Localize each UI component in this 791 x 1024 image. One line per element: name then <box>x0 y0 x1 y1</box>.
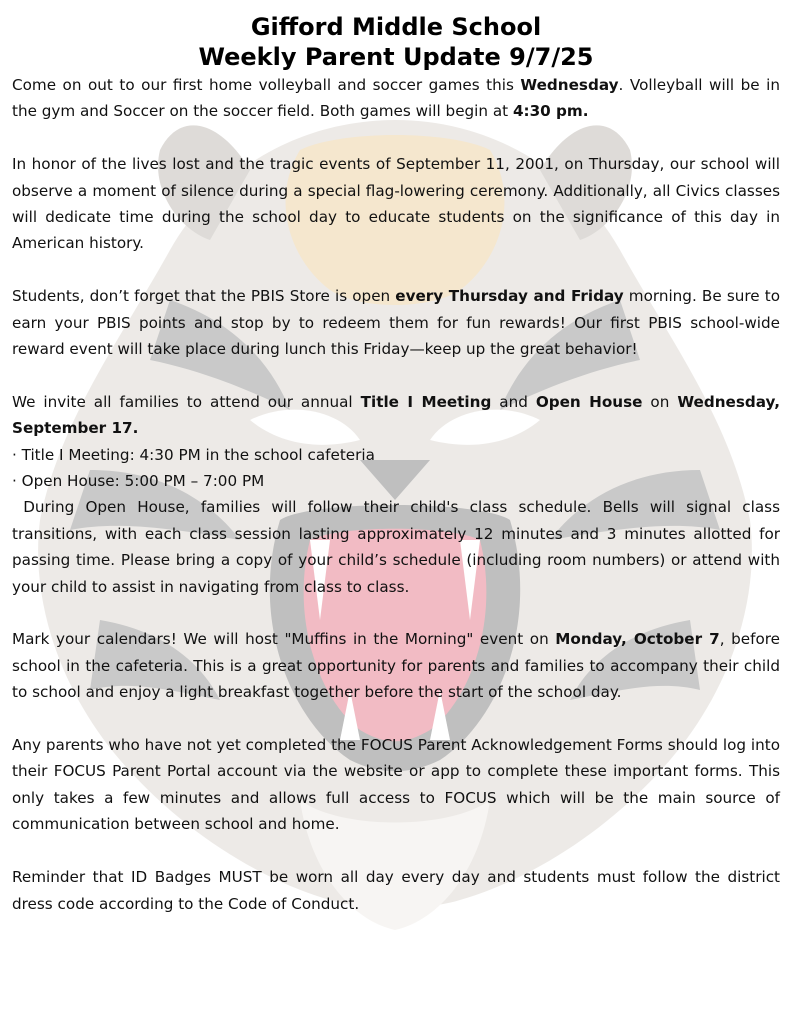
bullet-open-house: · Open House: 5:00 PM – 7:00 PM <box>12 472 265 491</box>
update-title: Weekly Parent Update 9/7/25 <box>198 43 594 71</box>
paragraph-muffins <box>12 626 780 705</box>
text-span: morning. Be sure to earn your PBIS points and stop by to redeem them for fun rewards! Our first PBIS school-wide reward event will take place during lunch this Friday—keep up the great behavior! <box>12 287 780 359</box>
text-span: Come on out to our first home volleyball and soccer games this <box>12 76 521 94</box>
paragraph-pbis <box>12 283 780 362</box>
paragraph-gap <box>12 257 780 283</box>
paragraph-gap <box>12 600 780 626</box>
paragraph-september-11: In honor of the lives lost and the tragic events of September 11, 2001, on Thursday, our school will observe a moment of silence during a special flag-lowering ceremony. Additionally, all Civics classes will dedicate time during the school day to educate students on the significance of this day in American history. <box>12 155 780 253</box>
paragraph-gap <box>12 362 780 388</box>
bold-time: 4:30 pm. <box>512 102 589 121</box>
text-span: Students, don’t forget that the PBIS Store is open <box>12 287 396 306</box>
paragraph-title-i-invite <box>12 389 780 442</box>
bold-days: every Thursday and Friday <box>395 287 624 306</box>
bold-event-date: Wednesday, September 17. <box>12 392 781 438</box>
page-title <box>12 12 780 72</box>
bullet-title-i-meeting: · Title I Meeting: 4:30 PM in the school cafeteria <box>12 445 375 464</box>
paragraph-games <box>12 72 780 125</box>
bold-day: Wednesday <box>520 76 619 94</box>
bold-open-house: Open House <box>535 392 643 411</box>
school-name: Gifford Middle School <box>250 13 542 41</box>
paragraph-focus: Any parents who have not yet completed the FOCUS Parent Acknowledgement Forms should log into their FOCUS Parent Portal account via the website or app to complete these important forms. This only takes a few minutes and allows full access to FOCUS which will be the main source of communication between school and home. <box>12 736 780 834</box>
text-span: on <box>642 392 678 411</box>
paragraph-open-house-details: During Open House, families will follow their child's class schedule. Bells will signal class transitions, with each class session lasting approximately 12 minutes and 3 minutes allotted for passing time. Please bring a copy of your child’s schedule (including room numbers) or attend with your child to assist in navigating from class to class. <box>12 498 785 596</box>
paragraph-id-badges: Reminder that ID Badges MUST be worn all day every day and students must follow the district dress code according to the Code of Conduct. <box>12 868 780 913</box>
text-span: . Volleyball will be in the gym and Soccer on the soccer field. Both games will begin at <box>12 76 780 121</box>
bold-muffins-date: Monday, October 7 <box>555 630 720 649</box>
newsletter-content <box>12 12 785 917</box>
paragraph-gap <box>12 838 780 864</box>
text-span: , before school in the cafeteria. This is a great opportunity for parents and families to accompany their child to school and enjoy a light breakfast together before the start of the school day. <box>12 630 780 702</box>
text-span: We invite all families to attend our annual <box>12 392 361 411</box>
bold-title-i-meeting: Title I Meeting <box>360 392 492 411</box>
text-span: and <box>491 392 536 411</box>
paragraph-gap <box>12 706 780 732</box>
text-span: Mark your calendars! We will host "Muffins in the Morning" event on <box>12 630 556 649</box>
paragraph-gap <box>12 125 780 151</box>
